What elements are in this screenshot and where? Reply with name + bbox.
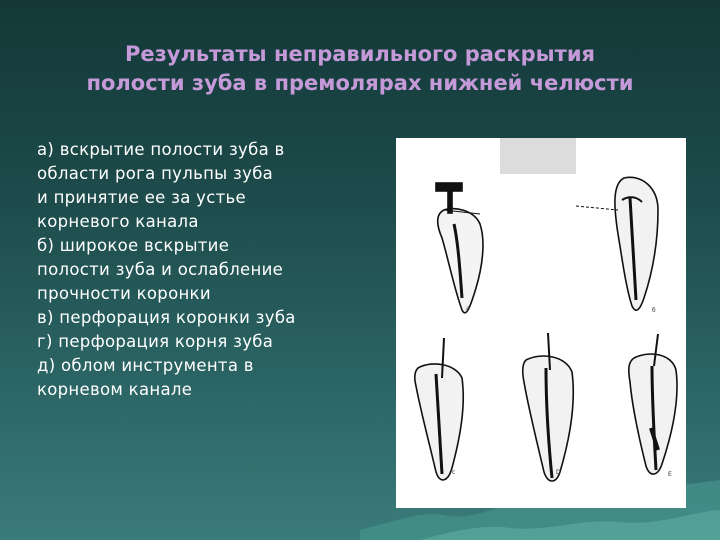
tooth-b	[576, 177, 658, 310]
body-line: д) облом инструмента в	[37, 356, 254, 375]
panel-label-a: a	[466, 305, 470, 312]
panel-label-c: c	[452, 469, 456, 476]
tooth-c	[415, 338, 464, 480]
slide-title: Результаты неправильного раскрытия полости зуба в премолярах нижней челюсти	[86, 42, 634, 95]
body-line: прочности коронки	[37, 284, 211, 303]
panel-label-e: E	[668, 471, 672, 478]
panel-label-d: D	[556, 469, 561, 476]
body-line: области рога пульпы зуба	[37, 164, 274, 183]
body-line: а) вскрытие полости зуба в	[37, 140, 285, 159]
tooth-e	[629, 334, 677, 474]
body-line: б) широкое вскрытие	[37, 236, 230, 255]
body-line: корневого канала	[37, 212, 199, 231]
tooth-d	[523, 333, 574, 481]
tooth-diagram-svg	[396, 138, 686, 508]
body-line: г) перфорация корня зуба	[37, 332, 274, 351]
body-line: и принятие ее за устье	[37, 188, 246, 207]
body-line: в) перфорация коронки зуба	[37, 308, 296, 327]
body-text	[37, 138, 367, 402]
panel-label-b: б	[652, 307, 656, 314]
body-line: корневом канале	[37, 380, 193, 399]
tooth-diagram-figure	[396, 138, 686, 508]
body-line: полости зуба и ослабление	[37, 260, 284, 279]
tooth-a	[436, 183, 483, 313]
gray-block	[500, 138, 576, 174]
